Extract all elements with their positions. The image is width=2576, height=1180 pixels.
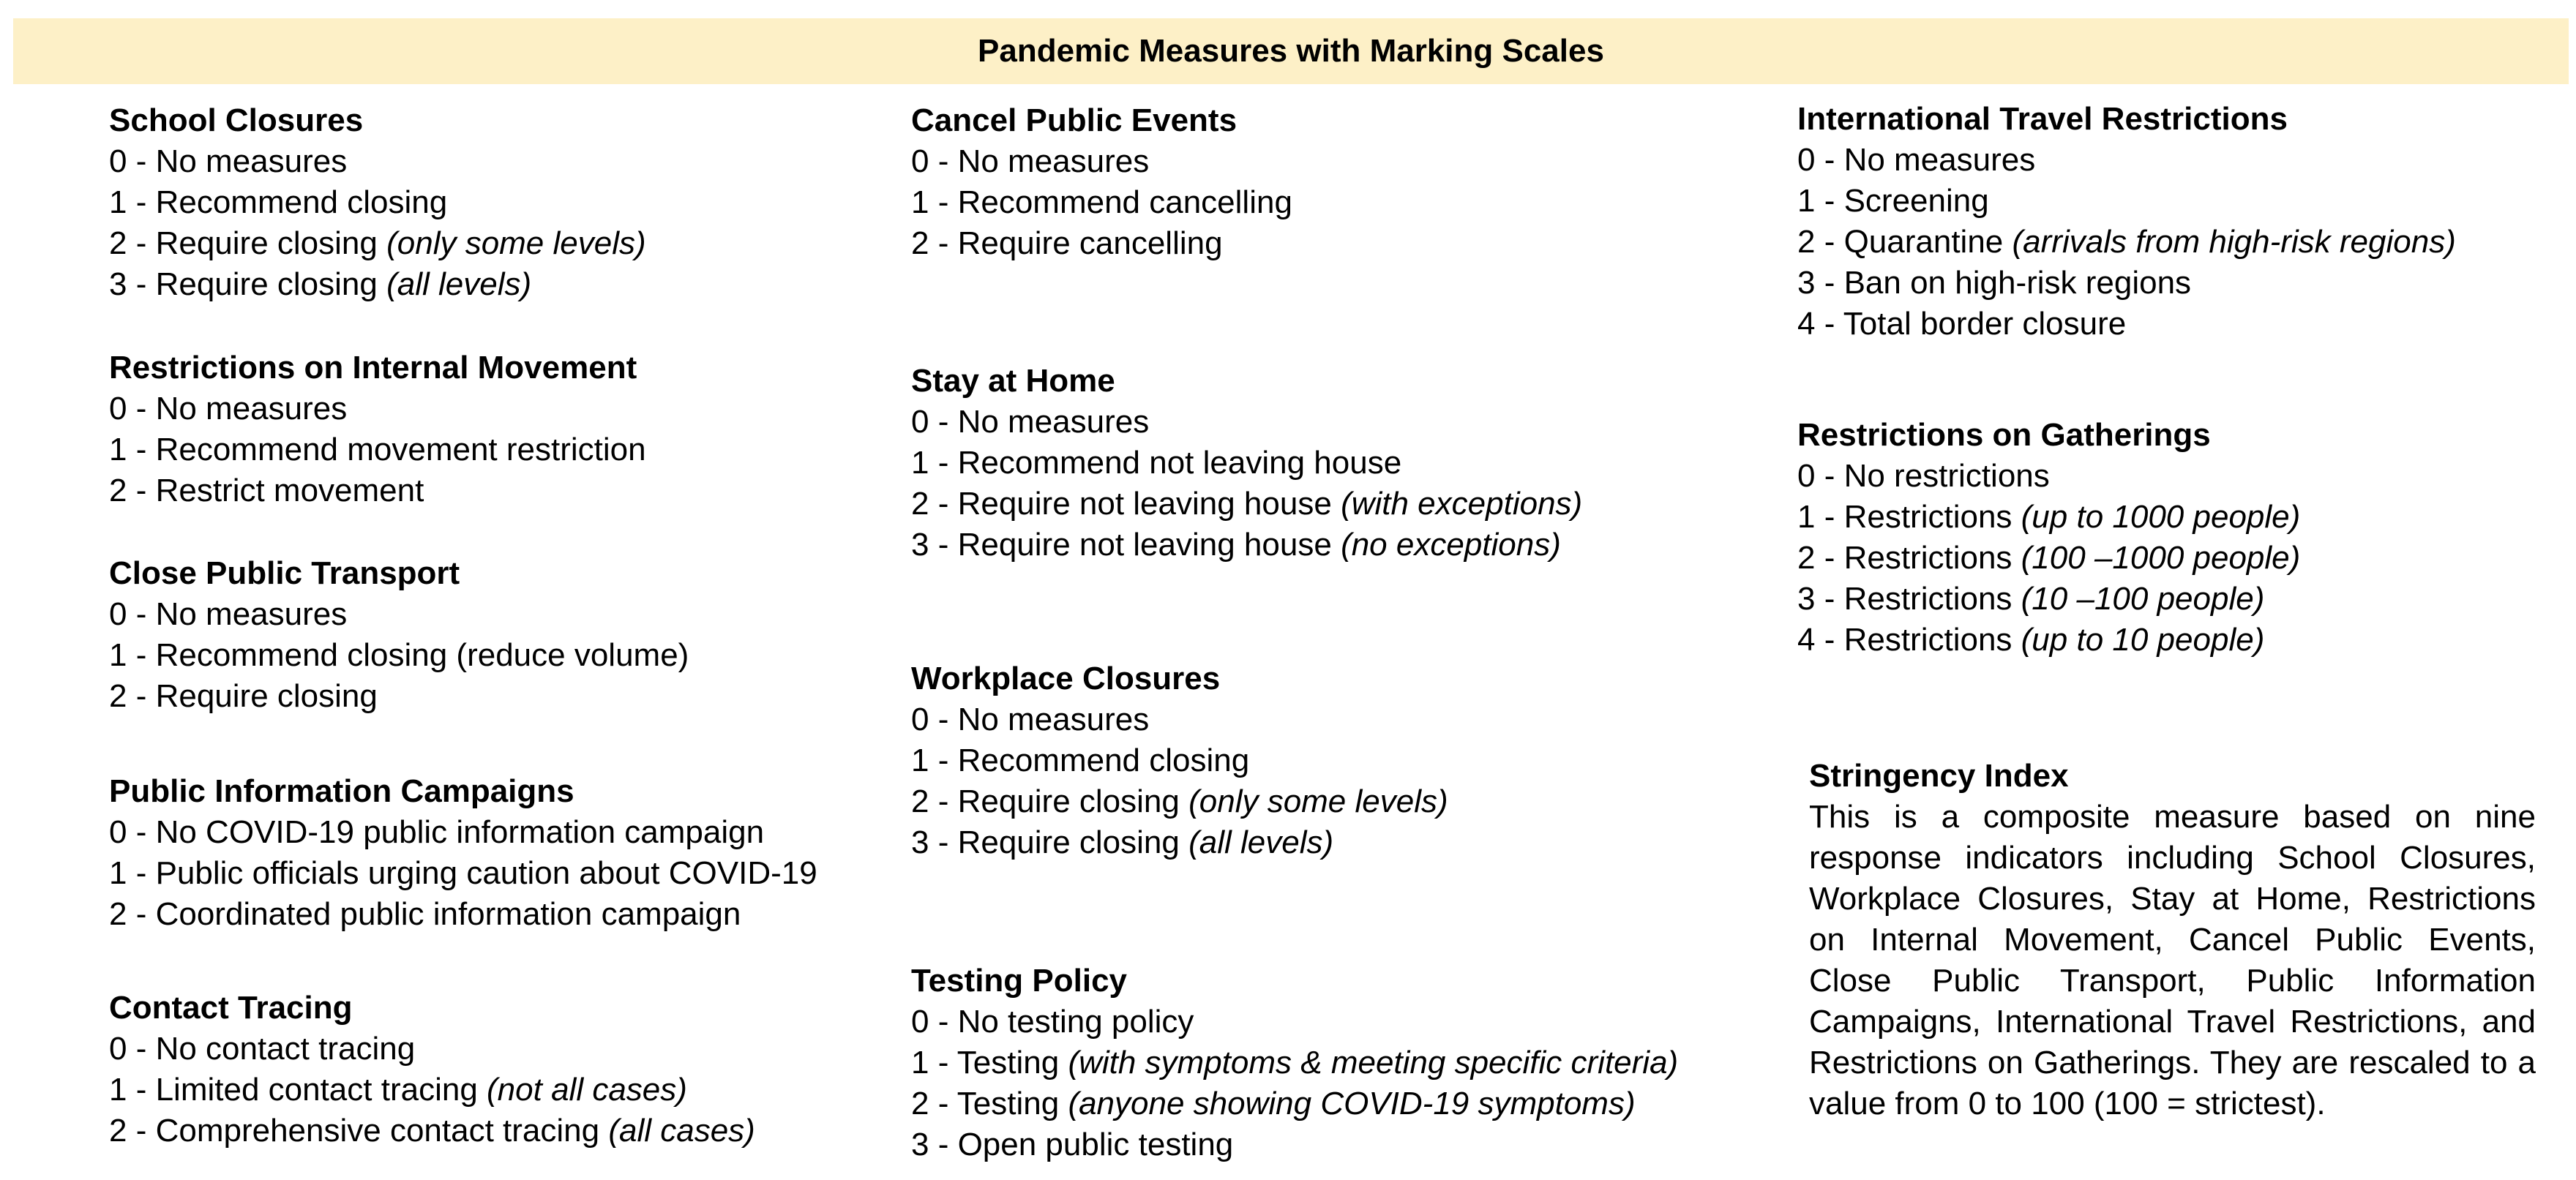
scale-item: 1 - Recommend closing [911, 743, 1250, 778]
measure-international-travel [1797, 99, 2456, 345]
scale-item: 2 - Comprehensive contact tracing (all cases) [109, 1113, 755, 1149]
scale-item: 0 - No measures [911, 702, 1150, 737]
scale-item: 0 - No testing policy [911, 1004, 1194, 1040]
scale-item: 3 - Require closing (all levels) [109, 266, 532, 302]
scale-item: 3 - Restrictions (10 –100 people) [1797, 581, 2265, 617]
measure-heading: Restrictions on Gatherings [1797, 417, 2211, 453]
scale-item: 2 - Testing (anyone showing COVID-19 symptoms) [911, 1086, 1636, 1121]
scale-item: 1 - Screening [1797, 183, 1989, 219]
measure-heading: Contact Tracing [109, 990, 353, 1026]
measure-heading: Cancel Public Events [911, 102, 1238, 138]
scale-item: 1 - Restrictions (up to 1000 people) [1797, 499, 2301, 535]
measure-workplace-closures [911, 658, 1448, 863]
scale-item: 1 - Public officials urging caution about COVID-19 [109, 855, 817, 891]
scale-item: 0 - No restrictions [1797, 458, 2050, 494]
measure-heading: Workplace Closures [911, 661, 1221, 696]
scale-item: 0 - No measures [109, 596, 348, 632]
scale-item: 1 - Testing (with symptoms & meeting specific criteria) [911, 1045, 1679, 1081]
scale-item: 2 - Restrict movement [109, 473, 424, 508]
stringency-heading: Stringency Index [1809, 758, 2069, 794]
scale-item: 0 - No measures [109, 391, 348, 426]
measure-stay-at-home [911, 361, 1582, 565]
scale-item: 1 - Recommend closing [109, 184, 448, 220]
scale-item: 1 - Limited contact tracing (not all cases) [109, 1072, 687, 1108]
scale-item: 0 - No COVID-19 public information campaign [109, 814, 765, 850]
measure-public-transport [109, 553, 689, 717]
measure-internal-movement [109, 347, 646, 511]
scale-item: 2 - Require not leaving house (with exceptions) [911, 486, 1583, 522]
measure-heading: Testing Policy [911, 963, 1128, 999]
scale-item: 3 - Ban on high-risk regions [1797, 265, 2192, 301]
scale-item: 3 - Require not leaving house (no exceptions) [911, 527, 1561, 563]
scale-item: 3 - Open public testing [911, 1127, 1234, 1162]
scale-item: 2 - Require closing (only some levels) [911, 783, 1448, 819]
measure-heading: International Travel Restrictions [1797, 101, 2288, 137]
measure-gatherings [1797, 415, 2300, 661]
scale-item: 2 - Require closing (only some levels) [109, 225, 646, 261]
scale-item: 2 - Require closing [109, 678, 378, 714]
measure-testing-policy [911, 961, 1678, 1165]
scale-item: 1 - Recommend cancelling [911, 184, 1292, 220]
scale-item: 1 - Recommend closing (reduce volume) [109, 637, 689, 673]
measure-cancel-public-events [911, 100, 1292, 264]
scale-item: 2 - Coordinated public information campaign [109, 896, 741, 932]
scale-item: 1 - Recommend not leaving house [911, 445, 1402, 481]
stringency-index [1809, 756, 2536, 1124]
scale-item: 0 - No measures [911, 404, 1150, 440]
measure-contact-tracing [109, 988, 755, 1151]
scale-item: 0 - No contact tracing [109, 1031, 416, 1067]
scale-item: 0 - No measures [911, 143, 1150, 179]
scale-item: 0 - No measures [109, 143, 348, 179]
scale-item: 2 - Quarantine (arrivals from high-risk regions) [1797, 224, 2456, 260]
scale-item: 1 - Recommend movement restriction [109, 432, 646, 467]
measure-heading: School Closures [109, 102, 364, 138]
scale-item: 4 - Total border closure [1797, 306, 2127, 342]
measure-heading: Restrictions on Internal Movement [109, 350, 637, 386]
title-banner [13, 18, 2569, 84]
stringency-description: This is a composite measure based on nine response indicators including School Closures, Workplace Closures, Stay at Home, Restrictions on Internal Movement, Cancel Public Events, Close Public Transport, Public Information Campaigns, International Travel Restrictions, and Restrictions on Gatherings. They are rescaled to a value from 0 to 100 (100 = strictest). [1809, 799, 2536, 1121]
page-title: Pandemic Measures with Marking Scales [978, 33, 1604, 69]
scale-item: 0 - No measures [1797, 142, 2036, 178]
measure-information-campaigns [109, 771, 817, 935]
measure-heading: Close Public Transport [109, 555, 460, 591]
scale-item: 2 - Restrictions (100 –1000 people) [1797, 540, 2301, 576]
measure-school-closures [109, 100, 646, 305]
scale-item: 2 - Require cancelling [911, 225, 1223, 261]
measure-heading: Stay at Home [911, 363, 1115, 399]
scale-item: 3 - Require closing (all levels) [911, 824, 1334, 860]
scale-item: 4 - Restrictions (up to 10 people) [1797, 622, 2265, 658]
measure-heading: Public Information Campaigns [109, 773, 574, 809]
